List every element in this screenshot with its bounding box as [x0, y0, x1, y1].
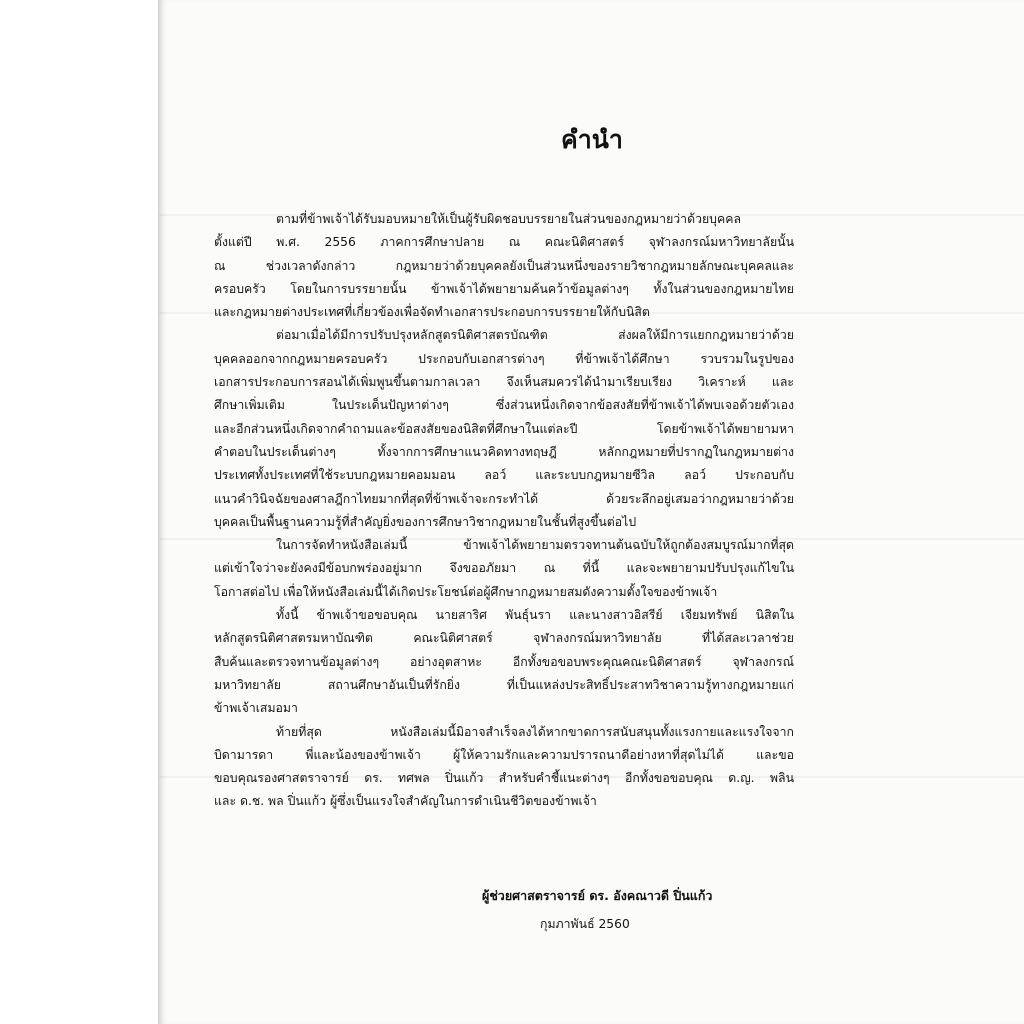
- text-line: หลักสูตรนิติศาสตรมหาบัณฑิต คณะนิติศาสตร์ จุฬาลงกรณ์มหาวิทยาลัย ที่ได้สละเวลาช่วย: [214, 631, 794, 646]
- book-page: [158, 0, 1024, 1024]
- text-line: ท้ายที่สุด หนังสือเล่มนี้มิอาจสำเร็จลงได้หากขาดการสนับสนุนทั้งแรงกายและแรงใจจาก: [276, 724, 794, 739]
- text-line: สืบค้นและตรวจทานข้อมูลต่างๆ อย่างอุตสาหะ อีกทั้งขอขอบพระคุณคณะนิติศาสตร์ จุฬาลงกรณ์: [214, 654, 794, 669]
- text-line: โอกาสต่อไป เพื่อให้หนังสือเล่มนี้ได้เกิดประโยชน์ต่อผู้ศึกษากฎหมายสมดังความตั้งใจของข้าพเจ้า: [214, 584, 718, 599]
- text-line: และกฎหมายต่างประเทศที่เกี่ยวข้องเพื่อจัดทำเอกสารประกอบการบรรยายให้กับนิสิต: [214, 305, 650, 320]
- text-line: ประเทศทั้งประเทศที่ใช้ระบบกฎหมายคอมมอน ลอว์ และระบบกฎหมายซีวิล ลอว์ ประกอบกับ: [214, 468, 794, 483]
- text-line: ณ ช่วงเวลาดังกล่าว กฎหมายว่าด้วยบุคคลยังเป็นส่วนหนึ่งของรายวิชากฎหมายลักษณะบุคคลและ: [214, 258, 794, 273]
- text-line: ครอบครัว โดยในการบรรยายนั้น ข้าพเจ้าได้พยายามค้นคว้าข้อมูลต่างๆ ทั้งในส่วนของกฎหมายไทย: [214, 281, 794, 296]
- text-line: ในการจัดทำหนังสือเล่มนี้ ข้าพเจ้าได้พยายามตรวจทานต้นฉบับให้ถูกต้องสมบูรณ์มากที่สุด: [276, 538, 794, 553]
- text-line: ทั้งนี้ ข้าพเจ้าขอขอบคุณ นายสาริศ พันธุ์นรา และนางสาวอิสรีย์ เจียมทรัพย์ นิสิตใน: [276, 608, 794, 623]
- text-line: ศึกษาเพิ่มเติม ในประเด็นปัญหาต่างๆ ซึ่งส่วนหนึ่งเกิดจากข้อสงสัยที่ข้าพเจ้าได้พบเจอด้วยตัวเอง: [214, 398, 794, 413]
- binding-margin: [0, 0, 158, 1024]
- text-line: เอกสารประกอบการสอนได้เพิ่มพูนขึ้นตามกาลเวลา จึงเห็นสมควรได้นำมาเรียบเรียง วิเคราะห์ และ: [214, 375, 794, 390]
- text-line: ตามที่ข้าพเจ้าได้รับมอบหมายให้เป็นผู้รับผิดชอบบรรยายในส่วนของกฎหมายว่าด้วยบุคคล: [276, 212, 741, 226]
- text-line: บิดามารดา พี่และน้องของข้าพเจ้า ผู้ให้ความรักและความปรารถนาดีอย่างหาที่สุดไม่ได้ และขอ: [214, 747, 794, 762]
- text-line: มหาวิทยาลัย สถานศึกษาอันเป็นที่รักยิ่ง ที่เป็นแหล่งประสิทธิ์ประสาทวิชาความรู้ทางกฎหมายแก่: [214, 677, 794, 692]
- author-signature: ผู้ช่วยศาสตราจารย์ ดร. อังคณาวดี ปิ่นแก้ว: [482, 888, 713, 903]
- text-line: แนวคำวินิจฉัยของศาลฎีกาไทยมากที่สุดที่ข้าพเจ้าจะกระทำได้ ด้วยระลึกอยู่เสมอว่ากฎหมายว่าด้วย: [214, 491, 794, 506]
- text-line: และอีกส่วนหนึ่งเกิดจากคำถามและข้อสงสัยของนิสิตที่ศึกษาในแต่ละปี โดยข้าพเจ้าได้พยายามหา: [214, 421, 794, 436]
- text-line: และ ด.ช. พล ปิ่นแก้ว ผู้ซึ่งเป็นแรงใจสำคัญในการดำเนินชีวิตของข้าพเจ้า: [214, 794, 597, 809]
- text-line: ตั้งแต่ปี พ.ศ. 2556 ภาคการศึกษาปลาย ณ คณะนิติศาสตร์ จุฬาลงกรณ์มหาวิทยาลัยนั้น: [214, 235, 794, 250]
- text-line: ต่อมาเมื่อได้มีการปรับปรุงหลักสูตรนิติศาสตรบัณฑิต ส่งผลให้มีการแยกกฎหมายว่าด้วย: [276, 328, 794, 343]
- text-line: บุคคลออกจากกฎหมายครอบครัว ประกอบกับเอกสารต่างๆ ที่ข้าพเจ้าได้ศึกษา รวบรวมในรูปของ: [214, 351, 794, 366]
- text-line: แต่เข้าใจว่าจะยังคงมีข้อบกพร่องอยู่มาก จึงขออภัยมา ณ ที่นี้ และจะพยายามปรับปรุงแก้ไขใน: [214, 561, 794, 576]
- page-title: คำนำ: [561, 125, 623, 154]
- preface-date: กุมภาพันธ์ 2560: [540, 917, 630, 931]
- text-line: ขอบคุณรองศาสตราจารย์ ดร. ทศพล ปิ่นแก้ว สำหรับคำชี้แนะต่างๆ อีกทั้งขอขอบคุณ ด.ญ. พลิน: [214, 771, 794, 786]
- preface-body: [214, 208, 794, 814]
- text-line: คำตอบในประเด็นต่างๆ ทั้งจากการศึกษาแนวคิดทางทฤษฎี หลักกฎหมายที่ปรากฏในกฎหมายต่าง: [214, 444, 794, 459]
- text-line: ข้าพเจ้าเสมอมา: [214, 701, 298, 716]
- text-line: บุคคลเป็นพื้นฐานความรู้ที่สำคัญยิ่งของการศึกษาวิชากฎหมายในชั้นที่สูงขึ้นต่อไป: [214, 514, 637, 529]
